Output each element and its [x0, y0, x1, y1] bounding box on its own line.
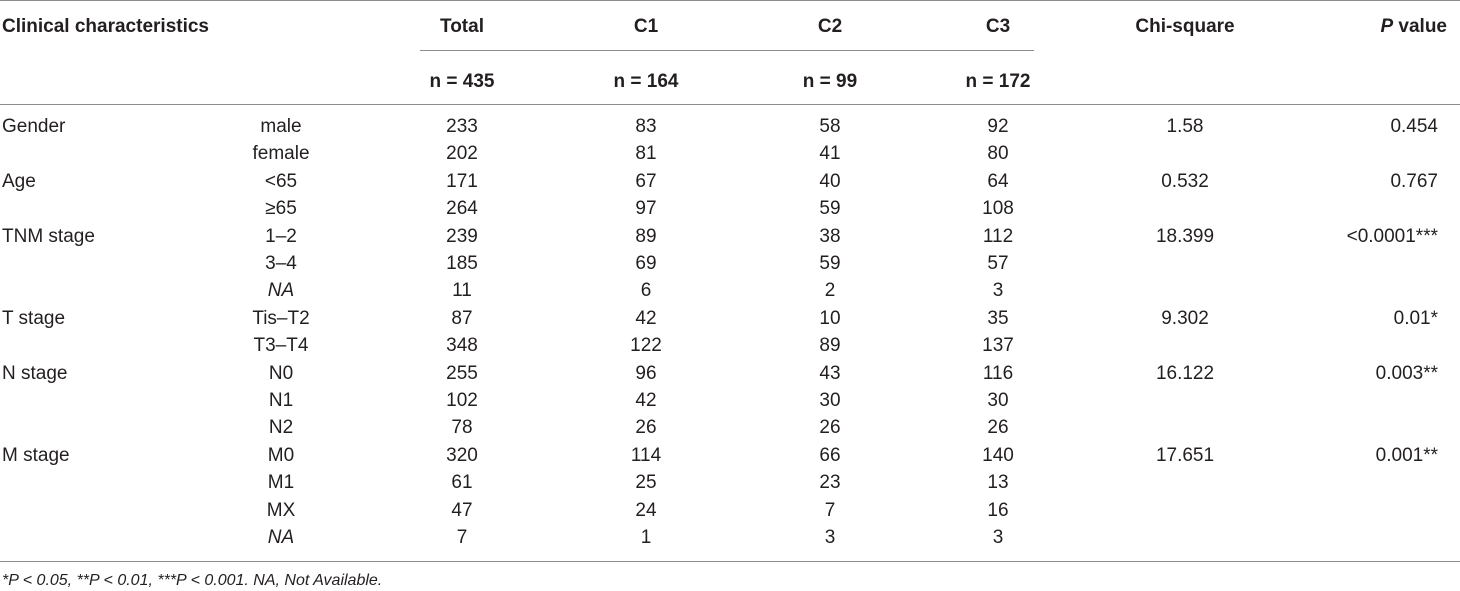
cell-chi-square: 1.58	[1166, 116, 1204, 137]
cell-subgroup: M1	[267, 472, 295, 494]
header-clinical-characteristics: Clinical characteristics	[2, 16, 209, 37]
cell-total: 264	[446, 198, 478, 220]
cell-c1: 83	[635, 116, 657, 137]
cell-total: 185	[446, 253, 478, 274]
top-rule	[0, 0, 1460, 1]
cell-c3: 13	[987, 472, 1009, 494]
cell-p-value: 0.01*	[1393, 307, 1438, 329]
cell-c2: 58	[819, 116, 841, 137]
cell-subgroup: N2	[268, 417, 294, 439]
cell-c3: 16	[987, 499, 1009, 521]
cell-c3: 30	[987, 390, 1009, 411]
cell-c1: 97	[635, 198, 657, 220]
cell-c3: 80	[987, 143, 1009, 165]
cell-subgroup: female	[252, 143, 310, 165]
cell-c1: 6	[640, 280, 652, 302]
cell-chi-square: 18.399	[1155, 225, 1215, 247]
cell-c1: 89	[635, 225, 657, 247]
cell-c1: 26	[635, 417, 657, 439]
cell-c2: 23	[819, 472, 841, 494]
cell-total: 320	[446, 444, 478, 466]
cell-c2: 59	[819, 198, 841, 220]
cell-c1: 24	[635, 499, 657, 521]
cell-subgroup: 1–2	[265, 225, 297, 247]
cell-c2: 43	[819, 362, 841, 384]
cell-p-value: <0.0001***	[1346, 225, 1438, 247]
cell-total: 239	[446, 225, 478, 247]
cell-total: 255	[446, 362, 478, 384]
cluster-header-rule	[420, 50, 1034, 51]
cell-c2: 89	[819, 335, 841, 357]
n-total: n = 435	[429, 71, 495, 92]
cell-c1: 114	[630, 444, 662, 466]
cell-c3: 108	[982, 198, 1014, 220]
cell-c1: 67	[635, 170, 657, 192]
cell-c2: 66	[819, 444, 841, 466]
cell-characteristic: M stage	[2, 444, 70, 466]
header-chi-square: Chi-square	[1135, 16, 1235, 37]
cell-characteristic: Gender	[2, 116, 66, 137]
cell-subgroup: <65	[264, 170, 298, 192]
header-c2: C2	[817, 16, 843, 37]
cell-subgroup: N1	[268, 390, 294, 411]
cell-c3: 3	[992, 527, 1004, 548]
cell-c3: 35	[987, 307, 1009, 329]
cell-c1: 25	[635, 472, 657, 494]
n-c2: n = 99	[802, 71, 858, 92]
cell-c1: 42	[635, 390, 657, 411]
cell-total: 78	[451, 417, 473, 439]
cell-subgroup: NA	[267, 280, 295, 302]
cell-chi-square: 9.302	[1161, 307, 1209, 329]
cell-total: 7	[456, 527, 468, 548]
cell-total: 202	[446, 143, 478, 165]
cell-p-value: 0.454	[1390, 116, 1438, 137]
cell-c2: 30	[819, 390, 841, 411]
cell-c3: 92	[987, 116, 1009, 137]
cell-c3: 116	[982, 362, 1014, 384]
cell-c3: 112	[982, 225, 1014, 247]
cell-subgroup: T3–T4	[253, 335, 309, 357]
cell-c2: 41	[819, 143, 841, 165]
cell-c3: 26	[987, 417, 1009, 439]
cell-total: 47	[451, 499, 473, 521]
cell-total: 61	[451, 472, 473, 494]
cell-c2: 2	[824, 280, 836, 302]
cell-total: 348	[446, 335, 478, 357]
cell-chi-square: 16.122	[1155, 362, 1215, 384]
cell-subgroup: ≥65	[265, 198, 297, 220]
cell-c2: 40	[819, 170, 841, 192]
cell-c3: 3	[992, 280, 1004, 302]
cell-c1: 96	[635, 362, 657, 384]
cell-subgroup: MX	[266, 499, 296, 521]
cell-c2: 10	[819, 307, 841, 329]
cell-p-value: 0.001**	[1375, 444, 1438, 466]
cell-c3: 140	[982, 444, 1014, 466]
cell-c2: 59	[819, 253, 841, 274]
cell-total: 11	[452, 280, 472, 302]
cell-c2: 3	[824, 527, 836, 548]
cell-subgroup: Tis–T2	[252, 307, 310, 329]
cell-c2: 26	[819, 417, 841, 439]
cell-p-value: 0.767	[1390, 170, 1438, 192]
cell-total: 87	[451, 307, 473, 329]
cell-subgroup: 3–4	[265, 253, 297, 274]
cell-chi-square: 17.651	[1155, 444, 1215, 466]
cell-chi-square: 0.532	[1161, 170, 1209, 192]
table-bottom-rule	[0, 561, 1460, 562]
cell-c2: 7	[824, 499, 836, 521]
cell-characteristic: N stage	[2, 362, 68, 384]
cell-total: 171	[446, 170, 478, 192]
cell-p-value: 0.003**	[1375, 362, 1438, 384]
header-total: Total	[440, 16, 484, 37]
header-c1: C1	[633, 16, 659, 37]
cell-c3: 64	[987, 170, 1009, 192]
n-c3: n = 172	[965, 71, 1031, 92]
cell-characteristic: TNM stage	[2, 225, 95, 247]
cell-total: 233	[446, 116, 478, 137]
header-c3: C3	[985, 16, 1011, 37]
cell-subgroup: N0	[268, 362, 294, 384]
cell-subgroup: male	[260, 116, 302, 137]
cell-total: 102	[446, 390, 478, 411]
cell-c1: 69	[635, 253, 657, 274]
table-footnote: *P < 0.05, **P < 0.01, ***P < 0.001. NA, Not Available.	[2, 572, 383, 589]
header-p-rest: value	[1393, 16, 1447, 37]
cell-characteristic: T stage	[2, 307, 66, 329]
header-p-value	[1380, 16, 1447, 38]
cell-characteristic: Age	[2, 170, 36, 192]
n-c1: n = 164	[613, 71, 679, 92]
cell-c1: 1	[640, 527, 652, 548]
cell-c1: 42	[635, 307, 657, 329]
cell-c3: 137	[982, 335, 1014, 357]
cell-c3: 57	[987, 253, 1009, 274]
cell-c1: 81	[635, 143, 657, 165]
cell-subgroup: NA	[267, 527, 295, 548]
header-bottom-rule	[0, 104, 1460, 105]
cell-subgroup: M0	[267, 444, 295, 466]
cell-c2: 38	[819, 225, 841, 247]
cell-c1: 122	[630, 335, 662, 357]
header-p-italic: P	[1380, 16, 1394, 37]
